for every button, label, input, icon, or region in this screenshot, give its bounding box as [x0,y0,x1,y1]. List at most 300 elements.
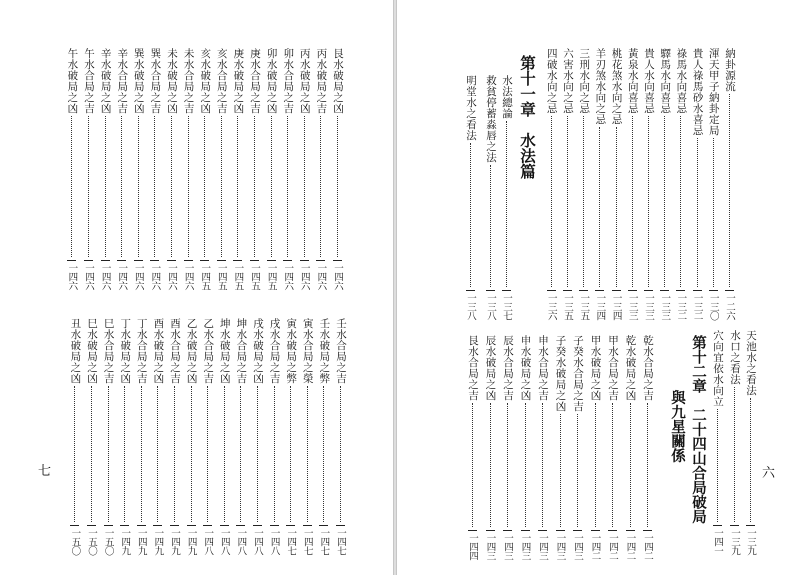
leader-dash [137,525,146,526]
toc-entry-page: 一四三 [484,533,496,560]
toc-entry-title: 渾天甲子納卦定局 [707,48,720,136]
toc-entry-page: 一四六 [282,263,294,290]
toc-entry [250,318,265,555]
toc-entry-title: 坤水破局之凶 [218,318,231,384]
toc-entry-page: 一五〇 [102,528,114,555]
toc-entry-page: 一四六 [99,263,111,290]
leader-dash [563,290,572,291]
toc-entry [706,48,721,320]
leader-dots [157,386,158,522]
leader-dots [141,386,142,522]
toc-entry [184,318,199,555]
leader-dots [525,403,526,527]
toc-entry-page: 一五〇 [86,528,97,555]
leader-dots [340,386,341,522]
toc-entry [247,48,262,290]
leader-dots [507,403,508,527]
leader-dash [486,530,495,531]
leader-dash [217,260,226,261]
leader-dash [336,525,345,526]
toc-entry-title: 貴人水向喜忌 [643,48,655,114]
toc-entry [114,48,129,290]
toc-entry-page: 一四四 [467,533,478,560]
toc-entry-title: 寅水破局之弊 [285,318,298,384]
toc-entry-page: 一三二 [675,293,687,320]
toc-entry-title: 辰水合局之吉 [502,335,514,401]
toc-entry [267,318,282,555]
toc-entry [313,48,328,290]
leader-dash [150,260,159,261]
leader-dash [486,290,495,291]
toc-entry-title: 巽水破局之凶 [132,48,145,114]
leader-dash [626,530,635,531]
toc-entry-title: 亥水破局之凶 [199,48,212,114]
leader-dash [730,525,739,526]
toc-entry-page: 一四六 [83,263,94,290]
toc-entry-title: 四破水向之忌 [545,48,558,114]
leader-dots [470,143,471,287]
toc-entry-page: 一三三 [643,293,654,320]
leader-dots [648,116,649,287]
toc-entry [463,75,478,320]
leader-dots [221,116,222,257]
leader-dash [250,260,259,261]
right-page [397,0,793,575]
leader-dash [725,290,734,291]
leader-dash [608,530,617,531]
leader-dots [697,138,698,287]
leader-dash [303,525,312,526]
leader-dash [67,260,76,261]
leader-dots [204,116,205,257]
toc-entry-title: 艮水合局之吉 [467,335,479,401]
leader-dash [628,290,637,291]
toc-entry-page: 一三五 [562,293,573,320]
toc-entry-title: 貴人祿馬砂水喜忌 [691,48,704,136]
toc-entry [710,330,725,555]
toc-entry-page: 一三四 [594,293,606,320]
chapter-subheading: 與九星關係 [669,390,686,463]
leader-dots [599,127,600,287]
toc-entry-page: 一五〇 [69,528,81,555]
toc-entry-title: 桃花煞水向之忌 [610,48,623,125]
leader-dots [188,116,189,257]
toc-entry-title: 未水合局之吉 [182,48,195,114]
toc-entry [592,48,607,320]
leader-dash [713,525,722,526]
toc-entry [181,48,196,290]
toc-entry-page: 一四七 [301,528,313,555]
toc-entry [101,318,116,555]
toc-entry [67,318,82,555]
leader-dots [729,94,730,287]
toc-entry-page: 一三七 [501,293,512,320]
toc-entry-page: 一四五 [232,263,244,290]
toc-entry [214,48,229,290]
leader-dash [203,525,212,526]
toc-entry-page: 一四九 [169,528,180,555]
leader-dash [170,525,179,526]
toc-entry [98,48,113,290]
toc-entry-page: 一四六 [315,263,327,290]
leader-dots [240,386,241,522]
leader-dash [187,525,196,526]
chapter-heading: 第十一章 水法篇 [518,55,537,179]
toc-entry-title: 壬水破局之弊 [318,318,331,384]
toc-entry [233,318,248,555]
toc-entry [197,48,212,290]
leader-dots [750,398,751,522]
toc-entry [625,48,640,320]
toc-entry-title: 午水破局之凶 [66,48,79,114]
toc-entry-page: 一四六 [332,263,343,290]
leader-dash [117,260,126,261]
toc-entry [640,335,655,560]
toc-entry-page: 一四九 [135,528,147,555]
leader-dash [556,530,565,531]
toc-entry-title: 酉水合局之吉 [169,318,181,384]
toc-entry [150,318,165,555]
toc-entry-title: 寅水合局之榮 [301,318,314,384]
leader-dash [746,525,755,526]
leader-dash [283,260,292,261]
leader-dash [120,525,129,526]
toc-entry-page: 一四六 [132,263,144,290]
toc-entry [499,75,514,320]
toc-entry [316,318,331,555]
leader-dash [200,260,209,261]
toc-entry-page: 一三〇 [707,293,719,320]
toc-entry-page: 一四六 [66,263,78,290]
toc-entry [164,48,179,290]
chapter-heading: 第十二章 二十四山合局破局 [690,335,707,524]
toc-entry-title: 天池水之看法 [745,330,757,396]
leader-dots [506,121,507,287]
toc-entry-page: 一四二 [642,533,653,560]
toc-entry-page: 一四二 [589,533,601,560]
toc-entry-page: 一三四 [610,293,622,320]
leader-dots [274,386,275,522]
toc-entry-title: 巽水合局之吉 [149,48,162,114]
leader-dash [503,530,512,531]
toc-entry-title: 卯水合局之吉 [282,48,295,114]
toc-entry-page: 一四八 [268,528,280,555]
leader-dash [693,290,702,291]
leader-dash [502,290,511,291]
toc-entry-page: 一四六 [116,263,128,290]
toc-entry-page: 一四六 [166,263,177,290]
toc-entry-page: 一四七 [335,528,346,555]
leader-dash [270,525,279,526]
toc-entry [690,48,705,320]
leader-dash [468,530,477,531]
toc-entry-page: 一四六 [298,263,310,290]
toc-entry-title: 乾水破局之凶 [624,335,637,401]
toc-entry-title: 甲水破局之凶 [589,335,602,401]
toc-entry-title: 坤水合局之吉 [235,318,248,384]
toc-entry [641,48,656,320]
leader-dash [87,525,96,526]
toc-entry-title: 丙水破局之吉 [315,48,328,114]
leader-dots [560,414,561,527]
leader-dots [307,386,308,522]
leader-dots [632,116,633,287]
toc-entry-page: 一三三 [659,293,671,320]
leader-dots [224,386,225,522]
leader-dots [320,116,321,257]
leader-dots [734,387,735,522]
leader-dash [333,260,342,261]
toc-entry [743,330,758,555]
leader-dash [573,530,582,531]
toc-entry-title: 羊刃煞水向之忌 [594,48,607,125]
leader-dash [233,260,242,261]
toc-entry [588,335,603,560]
leader-dash [184,260,193,261]
toc-entry-title: 巳水破局之凶 [86,318,98,384]
leader-dots [551,116,552,287]
toc-entry-title: 救貧停蓄淼唇之法 [485,75,497,163]
toc-entry-title: 穴向宜依水向立 [712,330,724,407]
toc-entry [623,335,638,560]
toc-entry [465,335,480,560]
toc-entry-title: 祿馬水向喜忌 [675,48,688,114]
leader-dash [316,260,325,261]
left-page [0,0,396,575]
toc-entry [64,48,79,290]
leader-dash [595,290,604,291]
leader-dots [680,116,681,287]
toc-entry-page: 一三八 [465,293,476,320]
toc-entry-page: 一二六 [724,293,735,320]
toc-entry-page: 一四三 [502,533,513,560]
leader-dots [124,386,125,522]
leader-dots [323,386,324,522]
leader-dash [538,530,547,531]
toc-entry-title: 黃泉水向喜忌 [626,48,639,114]
toc-entry [81,48,96,290]
toc-entry-title: 子癸水破局之凶 [554,335,567,412]
leader-dots [174,386,175,522]
leader-dots [630,403,631,527]
toc-entry [333,318,348,555]
toc-entry [657,48,672,320]
toc-entry [570,335,585,560]
toc-entry-page: 一四五 [199,263,211,290]
toc-entry-title: 辛水破局之凶 [99,48,112,114]
toc-entry-title: 六害水向之忌 [562,48,574,114]
leader-dots [577,414,578,527]
toc-entry-title: 酉水破局之凶 [152,318,165,384]
leader-dots [207,386,208,522]
toc-entry-title: 三刑水向之忌 [578,48,591,114]
leader-dots [583,116,584,287]
leader-dash [253,525,262,526]
toc-entry [673,48,688,320]
toc-entry-page: 一四八 [218,528,230,555]
toc-entry-title: 子癸水合局之吉 [572,335,584,412]
leader-dots [304,116,305,257]
leader-dash [267,260,276,261]
toc-entry-page: 一四八 [202,528,214,555]
toc-entry [722,48,737,320]
toc-entry-page: 一四三 [554,533,566,560]
toc-entry [544,48,559,320]
leader-dash [676,290,685,291]
toc-entry-title: 甲水合局之吉 [607,335,619,401]
toc-entry [300,318,315,555]
toc-entry [217,318,232,555]
leader-dash [153,525,162,526]
toc-entry [605,335,620,560]
toc-entry [560,48,575,320]
toc-entry-page: 一三三 [626,293,638,320]
toc-entry-title: 戌水破局之凶 [252,318,264,384]
leader-dash [167,260,176,261]
leader-dash [660,290,669,291]
leader-dots [567,116,568,287]
toc-entry-page: 一四三 [537,533,548,560]
leader-dash [466,290,475,291]
toc-entry-title: 卯水破局之凶 [265,48,278,114]
leader-dash [643,530,652,531]
leader-dots [271,116,272,257]
toc-entry [200,318,215,555]
leader-dots [191,386,192,522]
leader-dots [88,116,89,257]
toc-entry-page: 一四八 [235,528,247,555]
toc-entry-title: 乙水破局之凶 [185,318,198,384]
leader-dots [612,403,613,527]
toc-entry [518,335,533,560]
leader-dots [647,403,648,527]
leader-dots [105,116,106,257]
leader-dash [319,525,328,526]
toc-entry-title: 亥水合局之吉 [215,48,228,114]
toc-entry-title: 申水合局之吉 [537,335,549,401]
toc-entry [131,48,146,290]
toc-entry-page: 一四八 [252,528,263,555]
leader-dash [521,530,530,531]
toc-entry-title: 辰水破局之凶 [484,335,497,401]
toc-entry [264,48,279,290]
leader-dots [664,116,665,287]
toc-entry [147,48,162,290]
toc-entry-page: 一四六 [149,263,161,290]
toc-entry-title: 辛水合局之吉 [116,48,129,114]
toc-entry [134,318,149,555]
toc-entry-title: 壬水合局之吉 [335,318,347,384]
leader-dots [472,403,473,527]
toc-entry-title: 丑水破局之凶 [69,318,82,384]
toc-entry-title: 巳水合局之吉 [102,318,115,384]
leader-dash [104,525,113,526]
leader-dots [717,409,718,522]
leader-dash [134,260,143,261]
toc-entry-page: 一四六 [182,263,194,290]
toc-entry [330,48,345,290]
toc-entry-page: 一四五 [265,263,277,290]
toc-entry-page: 一四三 [519,533,531,560]
toc-entry [117,318,132,555]
leader-dash [300,260,309,261]
leader-dots [490,165,491,287]
leader-dash [709,290,718,291]
leader-dots [171,116,172,257]
leader-dots [290,386,291,522]
leader-dots [337,116,338,257]
leader-dash [84,260,93,261]
leader-dots [91,386,92,522]
leader-dots [713,138,714,287]
toc-entry-page: 一四七 [285,528,297,555]
leader-dots [154,116,155,257]
toc-entry-title: 明堂水之看法 [465,75,477,141]
toc-entry [167,318,182,555]
toc-entry [609,48,624,320]
leader-dots [490,403,491,527]
toc-entry [727,330,742,555]
toc-entry-page: 一三九 [745,528,756,555]
toc-entry-title: 丁水破局之凶 [119,318,132,384]
toc-entry-title: 乙水合局之吉 [202,318,215,384]
toc-entry-page: 一四九 [185,528,197,555]
leader-dots [257,386,258,522]
leader-dots [237,116,238,257]
toc-entry-title: 申水破局之凶 [519,335,532,401]
toc-entry [553,335,568,560]
toc-entry-page: 一三九 [729,528,740,555]
toc-entry [500,335,515,560]
toc-entry-title: 乾水合局之吉 [642,335,654,401]
leader-dots [595,403,596,527]
toc-entry-page: 一三六 [545,293,557,320]
toc-entry-title: 未水破局之凶 [166,48,178,114]
toc-entry [576,48,591,320]
toc-entry-title: 艮水破局之凶 [332,48,344,114]
toc-entry-page: 一四九 [152,528,164,555]
leader-dots [542,403,543,527]
leader-dots [254,116,255,257]
toc-entry [230,48,245,290]
toc-entry [297,48,312,290]
leader-dash [579,290,588,291]
leader-dash [220,525,229,526]
leader-dots [74,386,75,522]
leader-dots [138,116,139,257]
toc-entry-page: 一四五 [215,263,227,290]
toc-entry-page: 一三八 [485,293,496,320]
toc-entry-title: 水法總論 [501,75,513,119]
page-folio: 六 [762,466,776,481]
toc-entry-title: 驛馬水向喜忌 [659,48,672,114]
toc-entry-page: 一四二 [607,533,618,560]
toc-entry-page: 一四九 [119,528,131,555]
leader-dots [121,116,122,257]
toc-entry-title: 水口之看法 [729,330,741,385]
toc-entry-page: 一四二 [624,533,636,560]
leader-dash [547,290,556,291]
leader-dash [236,525,245,526]
toc-entry [483,75,498,320]
leader-dots [71,116,72,257]
toc-entry-page: 一三二 [691,293,703,320]
toc-entry [535,335,550,560]
toc-entry-title: 午水合局之吉 [83,48,95,114]
leader-dash [591,530,600,531]
toc-entry-page: 一四五 [249,263,260,290]
leader-dots [108,386,109,522]
